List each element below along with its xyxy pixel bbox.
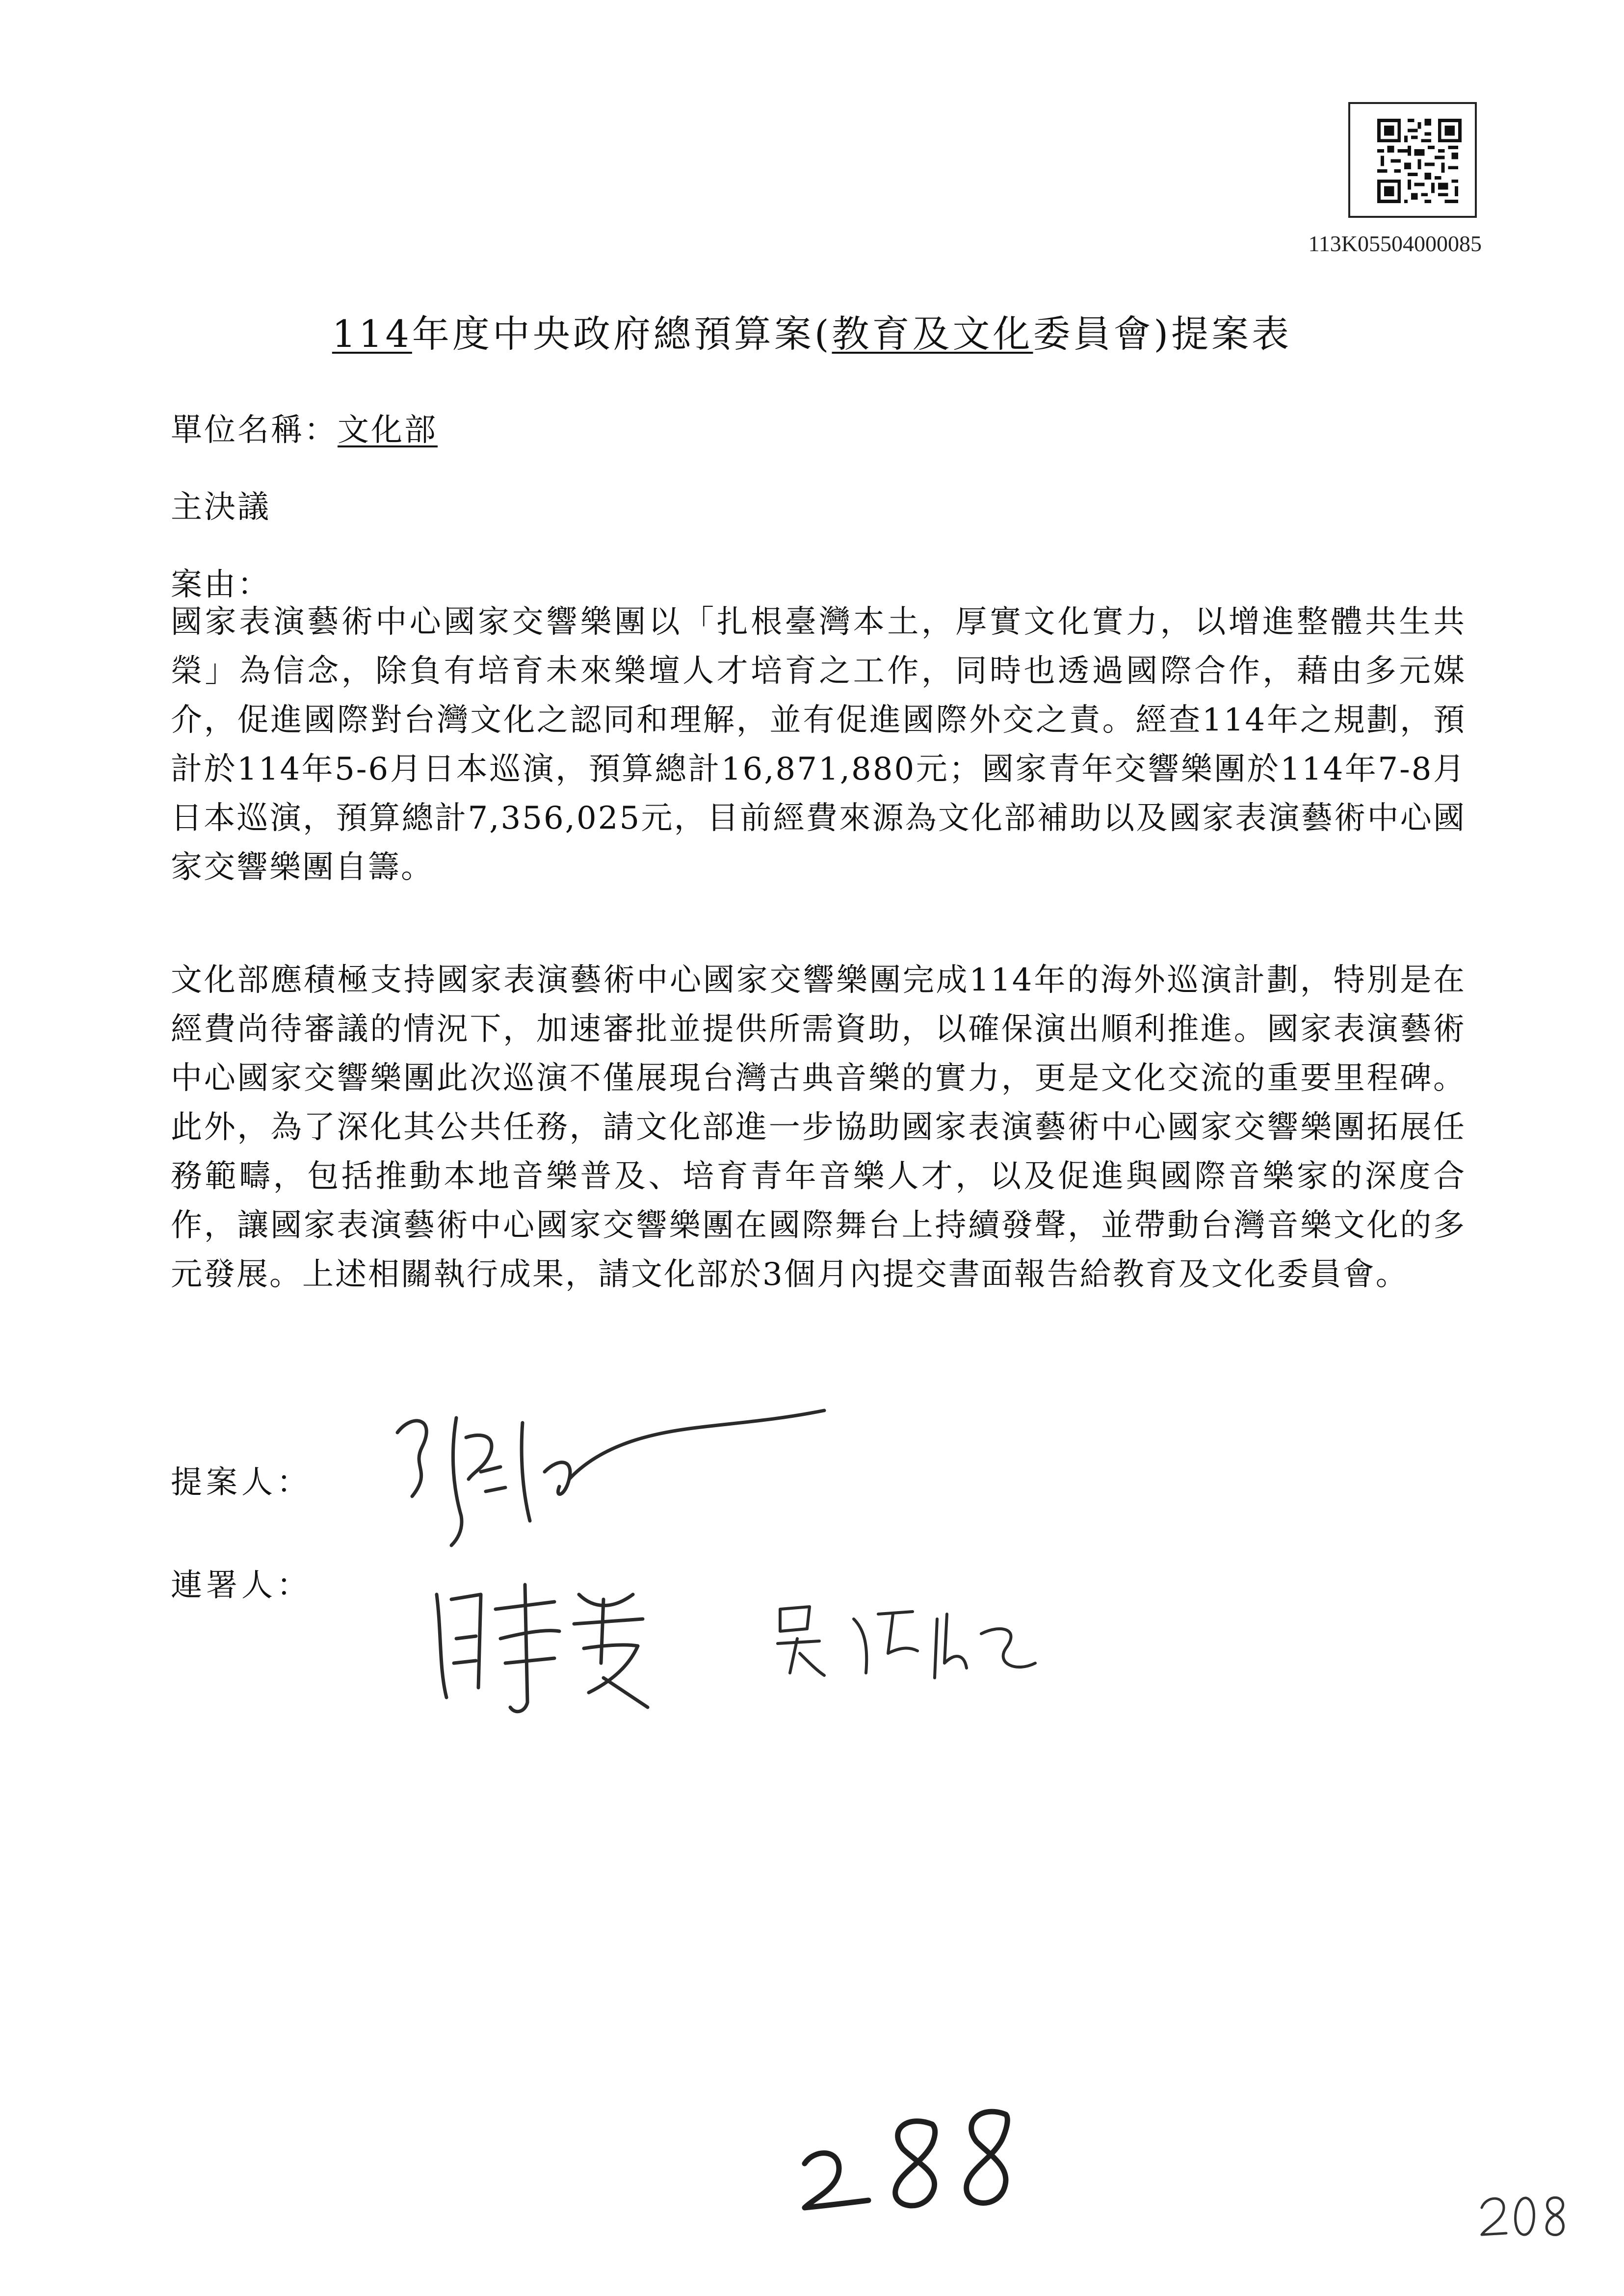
cosigner-label: 連署人： xyxy=(171,1567,312,1604)
unit-row xyxy=(171,405,438,450)
reason-paragraph-1: 國家表演藝術中心國家交響樂團以「扎根臺灣本土，厚實文化實力，以增進整體共生共榮」為信念，除負有培育未來樂壇人才培育之工作，同時也透過國際合作，藉由多元媒介，促進國際對台灣文化之認同和理解，並有促進國際外交之責。經查114年之規劃，預計於114年5-6月日本巡演，預算總計16,871,880元；國家青年交響樂團於114年7-8月日本巡演，預算總計7,356,025元，目前經費來源為文化部補助以及國家表演藝術中心國家交響樂團自籌。 xyxy=(171,604,1466,886)
reason-label: 案由： xyxy=(171,567,271,603)
qr-code-icon xyxy=(1377,119,1462,203)
page-title xyxy=(0,304,1624,358)
title-committee: 教育及文化 xyxy=(832,312,1033,356)
resolution-type: 主決議 xyxy=(171,489,271,525)
unit-label: 單位名稱： xyxy=(171,412,338,448)
qr-code-box xyxy=(1348,102,1477,218)
title-part2: 委員會)提案表 xyxy=(1033,312,1292,356)
handwritten-page-number xyxy=(785,2095,1030,2222)
title-year: 114 xyxy=(332,312,412,356)
proposer-signature xyxy=(383,1374,854,1550)
document-code: 113K05504000085 xyxy=(1308,231,1482,256)
unit-value: 文化部 xyxy=(338,412,438,448)
cosigner-signature-1 xyxy=(427,1565,702,1722)
cosigner-signature-2 xyxy=(770,1590,1045,1688)
title-part1: 年度中央政府總預算案( xyxy=(412,312,832,356)
reason-paragraph-2: 文化部應積極支持國家表演藝術中心國家交響樂團完成114年的海外巡演計劃，特別是在經費尚待審議的情況下，加速審批並提供所需資助，以確保演出順利推進。國家表演藝術中心國家交響樂團此次巡演不僅展現台灣古典音樂的實力，更是文化交流的重要里程碑。此外，為了深化其公共任務，請文化部進一步協助國家表演藝術中心國家交響樂團拓展任務範疇，包括推動本地音樂普及、培育青年音樂人才，以及促進與國際音樂家的深度合作，讓國家表演藝術中心國家交響樂團在國際舞台上持續發聲，並帶動台灣音樂文化的多元發展。上述相關執行成果，請文化部於3個月內提交書面報告給教育及文化委員會。 xyxy=(171,962,1466,1293)
proposer-label: 提案人： xyxy=(171,1464,312,1501)
handwritten-corner-number xyxy=(1477,2188,1575,2242)
